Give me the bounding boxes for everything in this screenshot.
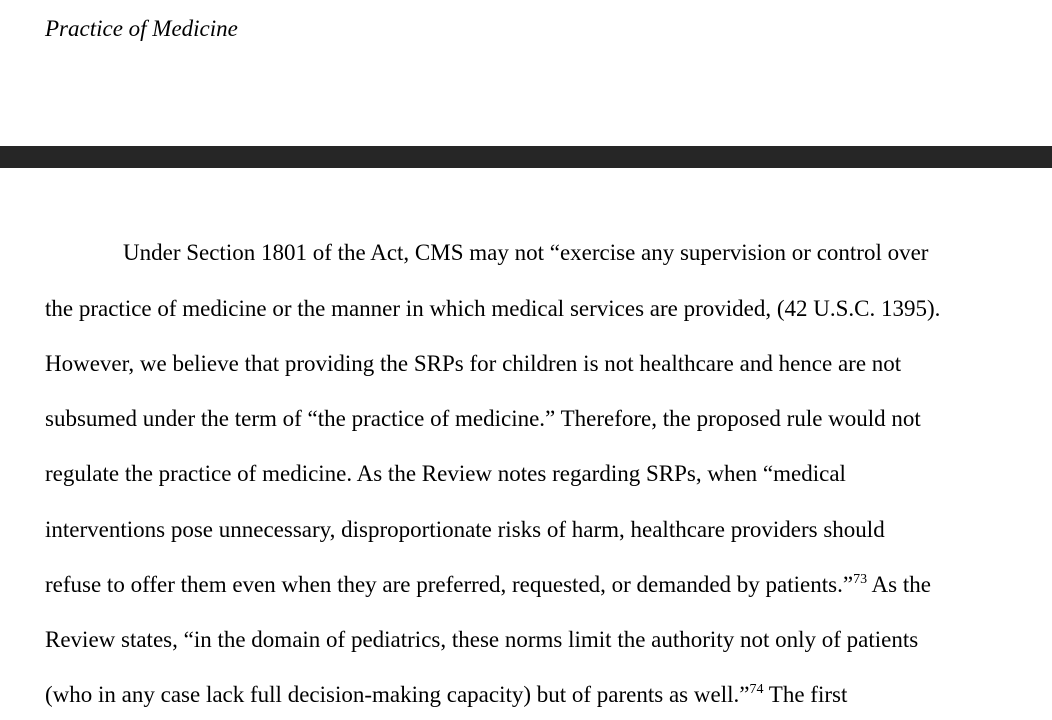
paragraph-line: regulate the practice of medicine. As the Review notes regarding SRPs, when “medical	[45, 461, 846, 486]
paragraph-line: interventions pose unnecessary, disproportionate risks of harm, healthcare providers should	[45, 517, 885, 542]
footnote-reference[interactable]: 73	[853, 572, 868, 587]
paragraph-text: refuse to offer them even when they are preferred, requested, or demanded by patients.”	[45, 572, 854, 597]
paragraph-text: As the	[867, 572, 931, 597]
paragraph-line	[45, 570, 931, 600]
paragraph-line: However, we believe that providing the SRPs for children is not healthcare and hence are not	[45, 351, 902, 376]
paragraph-text: The first	[763, 682, 848, 707]
paragraph-line: Review states, “in the domain of pediatrics, these norms limit the authority not only of patients	[45, 627, 919, 652]
paragraph-line: Under Section 1801 of the Act, CMS may not “exercise any supervision or control over	[123, 240, 929, 265]
footnote-reference[interactable]: 74	[749, 682, 764, 697]
paragraph-line: subsumed under the term of “the practice of medicine.” Therefore, the proposed rule would not	[45, 406, 921, 431]
paragraph-line: the practice of medicine or the manner in which medical services are provided, (42 U.S.C. 1395).	[45, 296, 941, 321]
section-heading: Practice of Medicine	[45, 16, 238, 41]
paragraph-text: (who in any case lack full decision-making capacity) but of parents as well.”	[45, 682, 750, 707]
page-divider	[0, 146, 1052, 168]
paragraph-line	[45, 680, 847, 710]
